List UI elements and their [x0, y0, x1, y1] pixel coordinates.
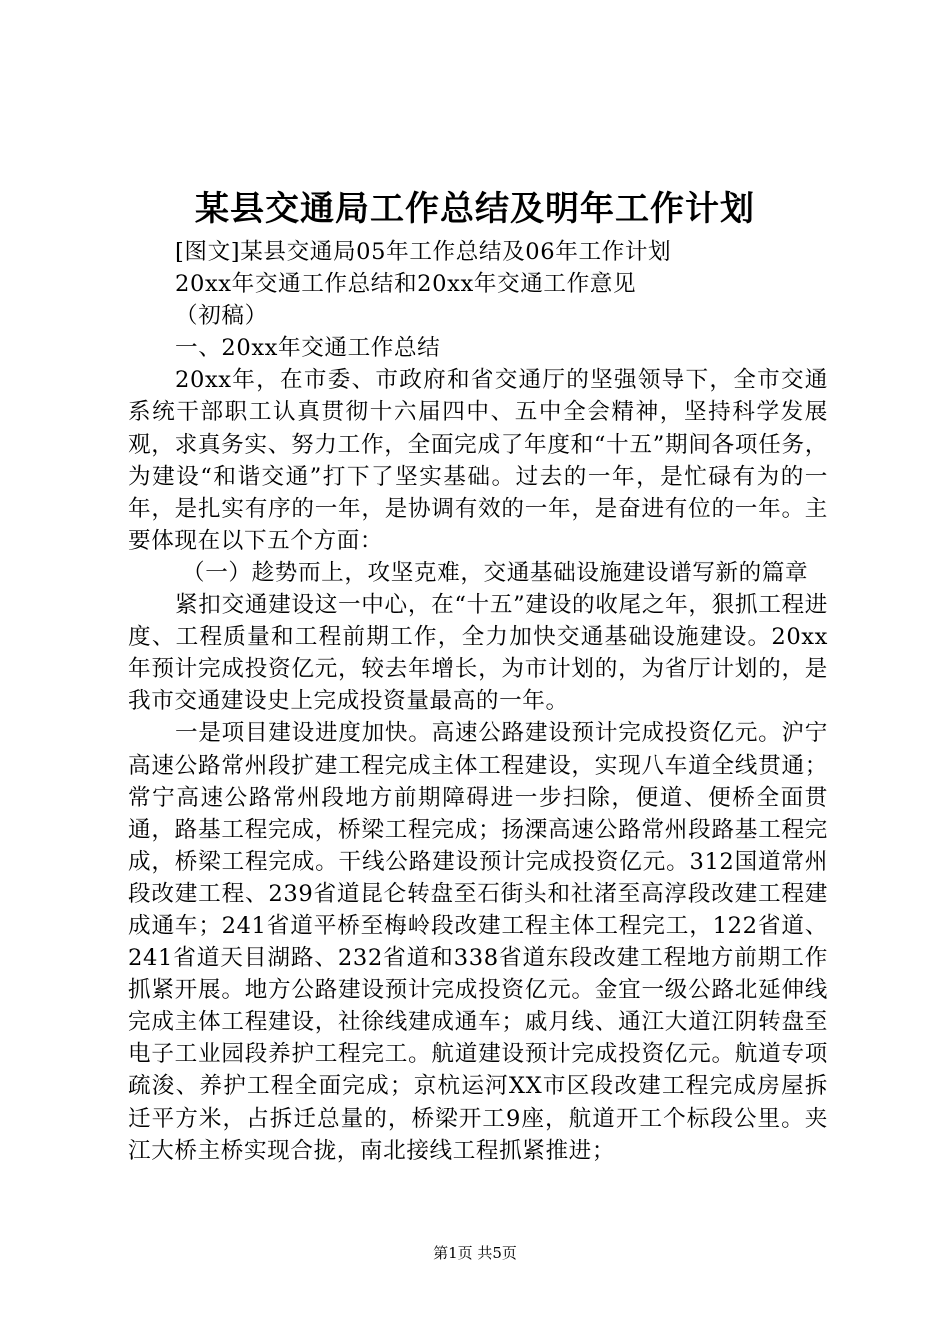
- document-body: [128, 236, 828, 1167]
- paragraph-subsection-heading: （一）趁势而上，攻坚克难，交通基础设施建设谱写新的篇章: [182, 559, 809, 586]
- paragraph-body: 一是项目建设进度加快。高速公路建设预计完成投资亿元。沪宁高速公路常州段扩建工程完成主体工程建设，实现八车道全线贯通；常宁高速公路常州段地方前期障碍进一步扫除，便道、便桥全面贯通，路基工程完成，桥梁工程完成；扬溧高速公路常州段路基工程完成，桥梁工程完成。干线公路建设预计完成投资亿元。312国道常州段改建工程、239省道昆仑转盘至石街头和社渚至高淳段改建工程建成通车；241省道平桥至梅岭段改建工程主体工程完工，122省道、241省道天目湖路、232省道和338省道东段改建工程地方前期工作抓紧开展。地方公路建设预计完成投资亿元。金宜一级公路北延伸线完成主体工程建设，社徐线建成通车；戚月线、通江大道江阴转盘至电子工业园段养护工程完工。航道建设预计完成投资亿元。航道专项疏浚、养护工程全面完成；京杭运河XX市区段改建工程完成房屋拆迁平方米，占拆迁总量的，桥梁开工9座，航道开工个标段公里。夹江大桥主桥实现合拢，南北接线工程抓紧推进；: [128, 720, 828, 1164]
- paragraph-subtitle: [图文]某县交通局05年工作总结及06年工作计划: [175, 239, 672, 265]
- document-title: 某县交通局工作总结及明年工作计划: [195, 189, 755, 229]
- page-footer: 第1页 共5页: [433, 1244, 517, 1262]
- paragraph-body: 紧扣交通建设这一中心，在“十五”建设的收尾之年，狠抓工程进度、工程质量和工程前期工作，全力加快交通基础设施建设。20xx年预计完成投资亿元，较去年增长，为市计划的，为省厅计划的，是我市交通建设史上完成投资量最高的一年。: [128, 592, 828, 715]
- paragraph-body: 20xx年，在市委、市政府和省交通厅的坚强领导下，全市交通系统干部职工认真贯彻十六届四中、五中全会精神，坚持科学发展观，求真务实、努力工作，全面完成了年度和“十五”期间各项任务，为建设“和谐交通”打下了坚实基础。过去的一年，是忙碌有为的一年，是扎实有序的一年，是协调有效的一年，是奋进有位的一年。主要体现在以下五个方面：: [128, 367, 828, 554]
- paragraph-report-heading: 20xx年交通工作总结和20xx年交通工作意见: [175, 271, 637, 298]
- paragraph-section-heading: 一、20xx年交通工作总结: [175, 335, 441, 362]
- paragraph-draft-note: （初稿）: [175, 303, 268, 330]
